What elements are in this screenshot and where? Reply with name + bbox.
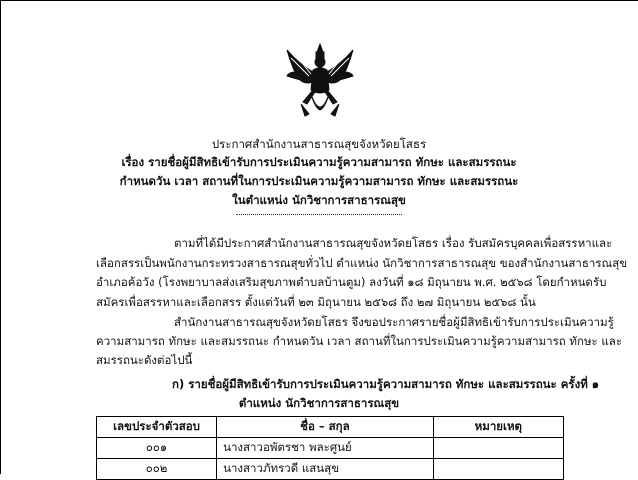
note-cell <box>433 438 563 459</box>
name-cell: นางสาวอพัตรชา พละศูนย์ <box>217 438 434 459</box>
table-header-row <box>97 417 564 438</box>
exam-id-cell: ๐๐๒ <box>97 459 217 480</box>
paragraph-2-line-2: ความสามารถ ทักษะ และสมรรถนะ กำหนดวัน เวลา สถานที่ในการประเมินความรู้ความสามารถ ทักษะ และ <box>96 334 622 348</box>
page-top-border <box>0 0 638 1</box>
paragraph-1-line-4: สมัครเพื่อสรรหาและเลือกสรร ตั้งแต่วันที่ ๒๓ มิถุนายน ๒๕๖๘ ถึง ๒๗ มิถุนายน ๒๕๖๘ นั้น <box>96 295 536 309</box>
announcement-title: ประกาศสำนักงานสาธารณสุขจังหวัดยโสธร <box>211 137 427 151</box>
dotted-divider <box>236 214 402 215</box>
subject-line: เรื่อง รายชื่อผู้มีสิทธิเข้ารับการประเมินความรู้ความสามารถ ทักษะ และสมรรถนะ <box>121 155 517 169</box>
subject-line-2: กำหนดวัน เวลา สถานที่ในการประเมินความรู้ความสามารถ ทักษะ และสมรรถนะ <box>119 174 519 188</box>
name-cell: นางสาวภัทรวดี แสนสุข <box>217 459 434 480</box>
column-header-name: ชื่อ – สกุล <box>217 417 434 438</box>
section-subtitle: ตำแหน่ง นักวิชาการสาธารณสุข <box>238 396 400 410</box>
note-cell <box>433 459 563 480</box>
section-title: ก) รายชื่อผู้มีสิทธิเข้ารับการประเมินความรู้ความสามารถ ทักษะ และสมรรถนะ ครั้งที่ ๑ <box>172 377 600 391</box>
paragraph-2-line-3: สมรรถนะดังต่อไปนี้ <box>96 353 193 367</box>
table-row <box>97 438 564 459</box>
paragraph-2-line-1: สำนักงานสาธารณสุขจังหวัดยโสธร จึงขอประกาศรายชื่อผู้มีสิทธิเข้ารับการประเมินความรู้ <box>174 315 614 329</box>
table-row <box>97 459 564 480</box>
column-header-note: หมายเหตุ <box>433 417 563 438</box>
paragraph-1-line-1: ตามที่ได้มีประกาศสำนักงานสาธารณสุขจังหวัดยโสธร เรื่อง รับสมัครบุคคลเพื่อสรรหาและ <box>174 236 613 250</box>
candidate-table <box>96 416 564 480</box>
position-line: ในตำแหน่ง นักวิชาการสาธารณสุข <box>232 193 406 207</box>
paragraph-1-line-2: เลือกสรรเป็นพนักงานกระทรวงสาธารณสุขทั่วไป ตำแหน่ง นักวิชาการสาธารณสุข ของสำนักงานสาธารณสุข <box>96 256 628 270</box>
garuda-emblem-icon <box>285 42 355 122</box>
exam-id-cell: ๐๐๑ <box>97 438 217 459</box>
paragraph-1-line-3: อำเภอค้อวัง (โรงพยาบาลส่งเสริมสุขภาพตำบลบ้านตูม) ลงวันที่ ๑๘ มิถุนายน พ.ศ. ๒๕๖๘ โดยกำหนดรับ <box>96 275 607 289</box>
column-header-exam-id: เลขประจำตัวสอบ <box>97 417 217 438</box>
